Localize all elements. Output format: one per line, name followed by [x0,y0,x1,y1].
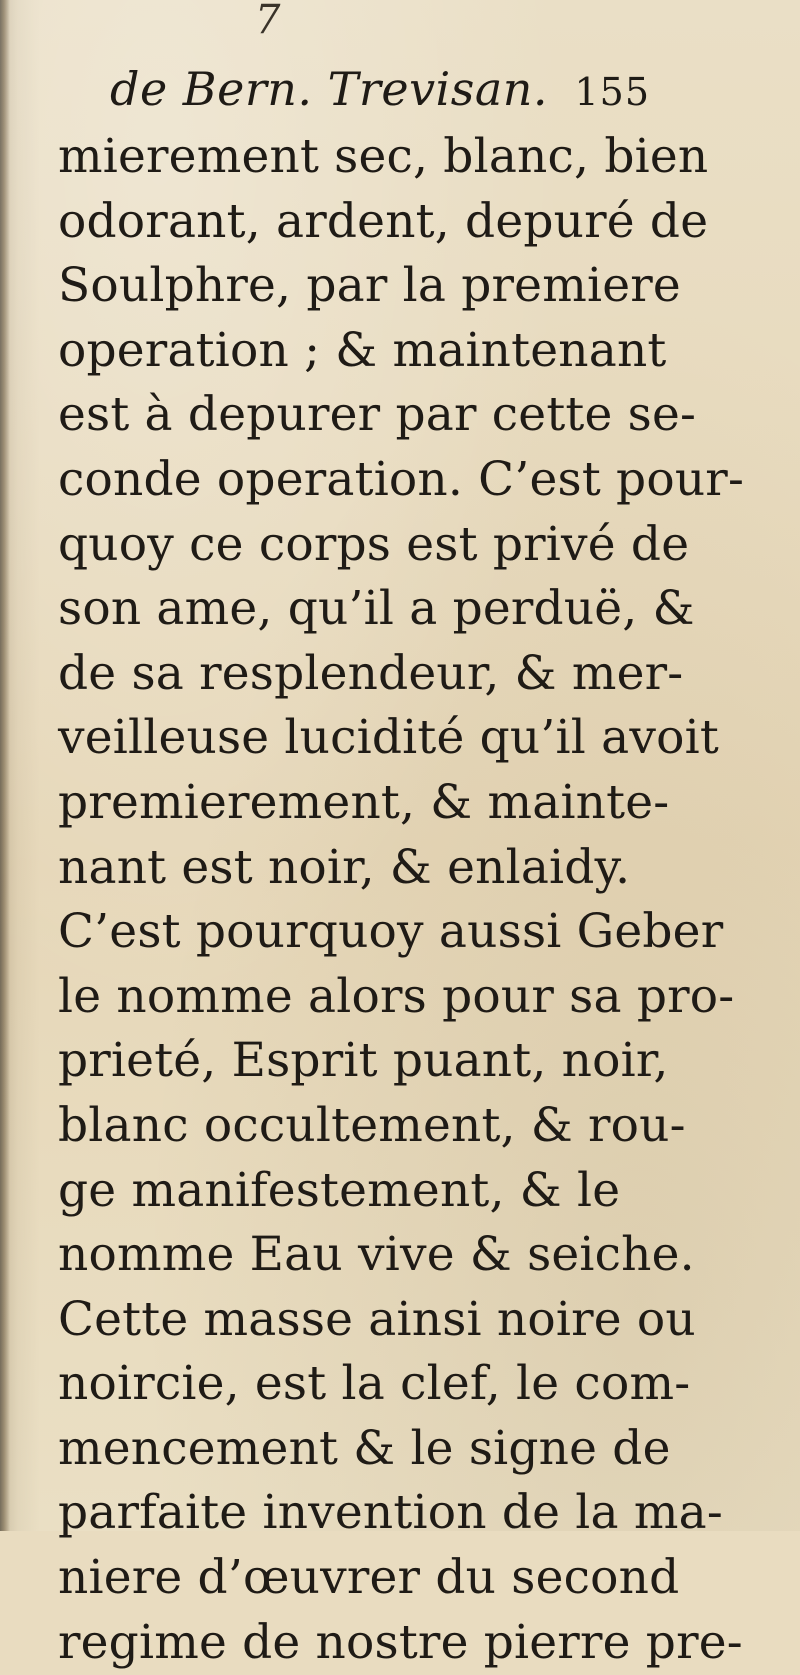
text-line: niere d’œuvrer du second [58,1550,680,1606]
text-line: nomme Eau vive & seiche. [58,1227,695,1283]
text-line: C’est pourquoy aussi Geber [58,904,724,960]
running-head: de Bern. Trevisan. [110,62,549,116]
text-line: operation ; & maintenant [58,322,667,378]
handwritten-mark: 7 [255,0,281,43]
page-number: 155 [574,70,650,114]
text-line: Soulphre, par la premiere [58,258,681,314]
text-line: ge manifestement, & le [58,1162,621,1218]
text-line: regime de nostre pierre pre- [58,1614,743,1670]
text-line: premierement, & mainte- [58,774,670,830]
page-header [110,62,650,116]
text-line: mencement & le signe de [58,1420,671,1476]
text-line: son ame, qu’il a perduë, & [58,581,695,637]
text-line: prieté, Esprit puant, noir, [58,1033,669,1089]
text-line: de sa resplendeur, & mer- [58,645,684,701]
text-line: conde operation. C’est pour- [58,451,745,507]
text-line: veilleuse lucidité qu’il avoit [58,710,719,766]
text-line: odorant, ardent, depuré de [58,193,709,249]
text-line: nant est noir, & enlaidy. [58,839,631,895]
text-line: parfaite invention de la ma- [58,1485,723,1541]
text-line: quoy ce corps est privé de [58,516,690,572]
binding-gutter [0,0,10,1531]
text-line: est à depurer par cette se- [58,387,697,443]
text-line: le nomme alors pour sa pro- [58,968,735,1024]
text-line: noircie, est la clef, le com- [58,1356,691,1412]
text-line: blanc occultement, & rou- [58,1097,686,1153]
text-line: Cette masse ainsi noire ou [58,1291,696,1347]
body-text [58,125,745,1675]
text-line: mierement sec, blanc, bien [58,129,709,184]
